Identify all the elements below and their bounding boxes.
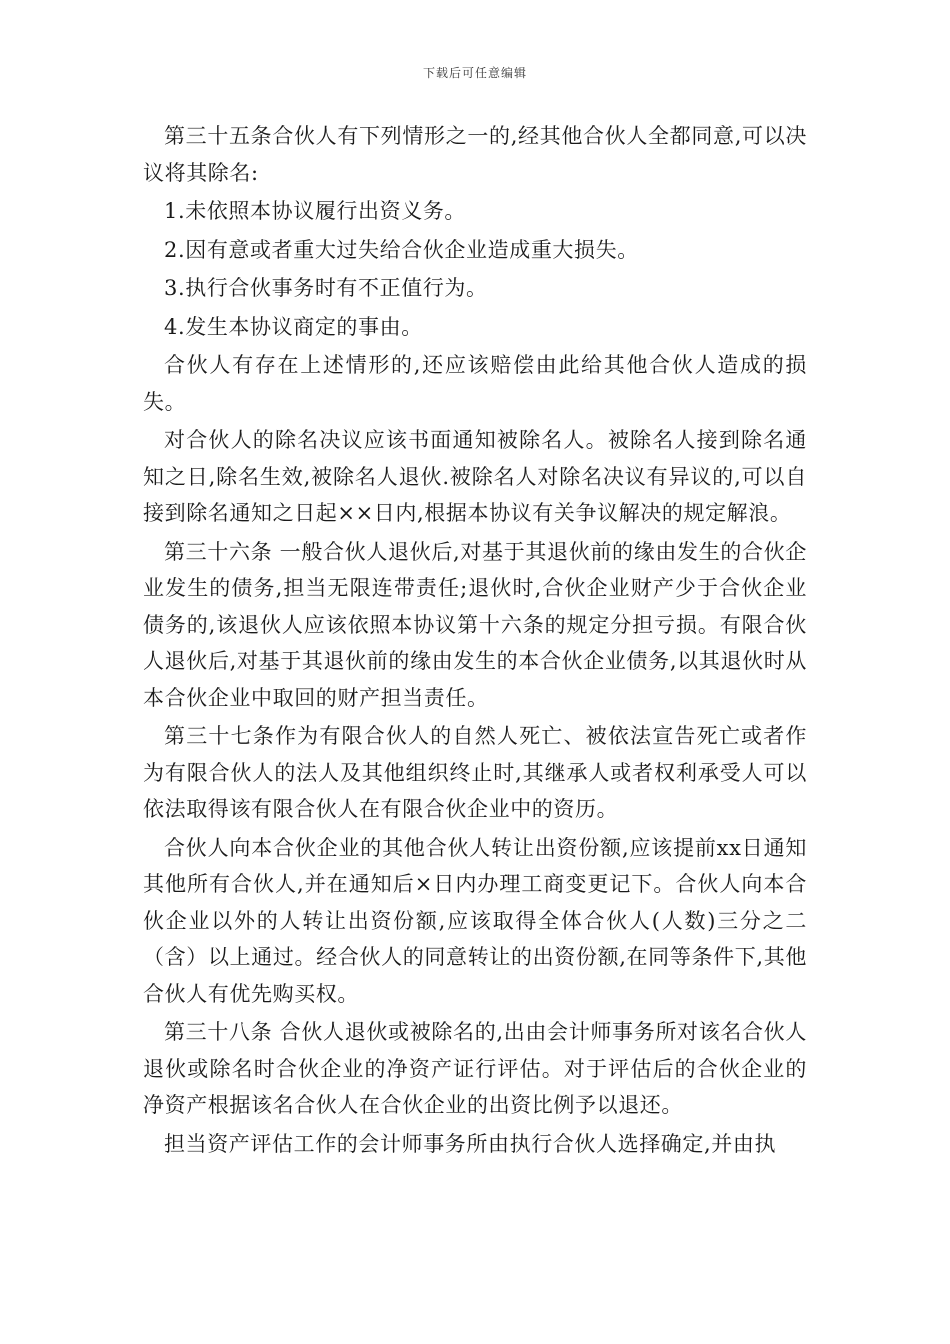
paragraph-compensation: 合伙人有存在上述情形的,还应该赔偿由此给其他合伙人造成的损失。 [143, 353, 807, 414]
paragraph-article-36: 第三十六条 一般合伙人退伙后,对基于其退伙前的缘由发生的合伙企业发生的债务,担当无限连带责任;退伙时,合伙企业财产少于合伙企业债务的,该退伙人应该依照本协议第十六条的规定分担亏损。有限合伙人退伙后,对基于其退伙前的缘由发生的本合伙企业债务,以其退伙时从本合伙企业中取回的财产担当责任。 [143, 539, 807, 710]
paragraph-article-37: 第三十七条作为有限合伙人的自然人死亡、被依法宣告死亡或者作为有限合伙人的法人及其他组织终止时,其继承人或者权利承受人可以依法取得该有限合伙人在有限合伙企业中的资历。 [143, 724, 807, 821]
paragraph-asset-evaluation: 担当资产评估工作的会计师事务所由执行合伙人选择确定,并由执 [164, 1131, 777, 1156]
paragraph-article-35: 第三十五条合伙人有下列情形之一的,经其他合伙人全都同意,可以决议将其除名: [143, 124, 807, 185]
paragraph-item-2: 2.因有意或者重大过失给合伙企业造成重大损失。 [164, 237, 639, 262]
page-header-note: 下载后可任意编辑 [422, 66, 527, 80]
paragraph-removal-notice: 对合伙人的除名决议应该书面通知被除名人。被除名人接到除名通知之日,除名生效,被除名人退伙.被除名人对除名决议有异议的,可以自接到除名通知之日起××日内,根据本协议有关争议解决的规定解浪。 [143, 428, 807, 525]
paragraph-item-4: 4.发生本协议商定的事由。 [164, 314, 423, 339]
document-body [143, 118, 807, 1164]
paragraph-item-3: 3.执行合伙事务时有不正值行为。 [164, 276, 488, 300]
paragraph-share-transfer: 合伙人向本合伙企业的其他合伙人转让出资份额,应该提前xx日通知其他所有合伙人,并在通知后×日内办理工商变更记下。合伙人向本合伙企业以外的人转让出资份额,应该取得全体合伙人(人数)三分之二（含）以上通过。经合伙人的同意转让的出资份额,在同等条件下,其他合伙人有优先购买权。 [143, 835, 807, 1006]
paragraph-article-38: 第三十八条 合伙人退伙或被除名的,出由会计师事务所对该名合伙人退伙或除名时合伙企业的净资产证行评估。对于评估后的合伙企业的净资产根据该名合伙人在合伙企业的出资比例予以退还。 [143, 1020, 807, 1117]
paragraph-item-1: 1.未依照本协议履行出资义务。 [164, 199, 467, 223]
